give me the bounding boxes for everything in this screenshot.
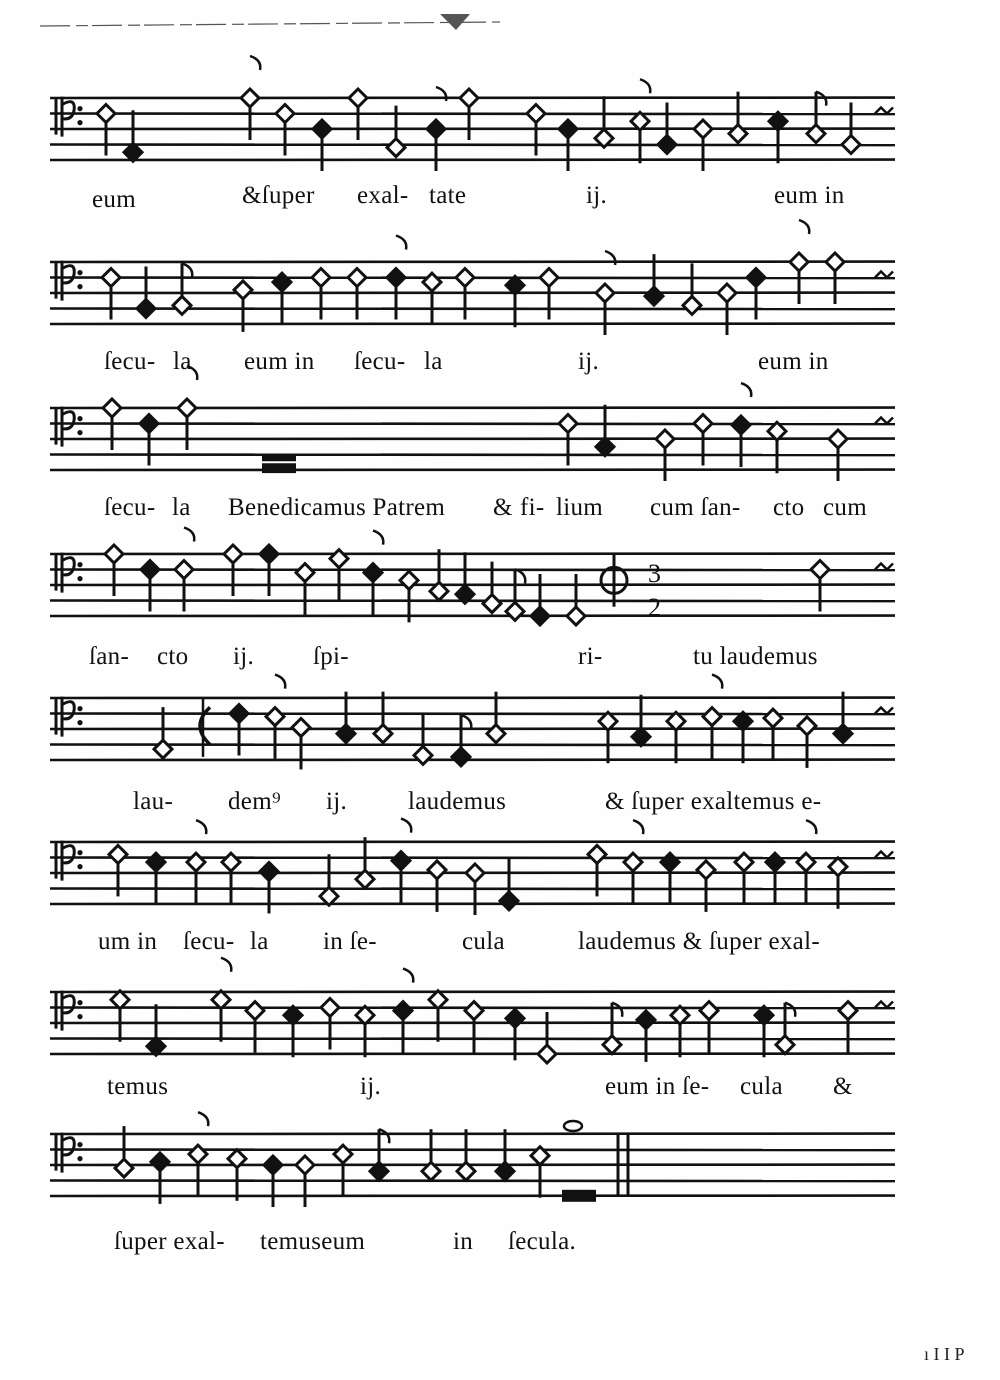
lyric-syllable: ſecu- (354, 348, 406, 375)
note-head (387, 269, 405, 287)
lyric-syllable: in ſe- (323, 928, 377, 955)
note-head (394, 1002, 412, 1020)
note-head (839, 1002, 857, 1020)
note-head (273, 273, 291, 291)
note-flag (712, 675, 722, 689)
lyric-syllable: cum ſan- (650, 494, 741, 521)
clef-dot (77, 284, 82, 289)
f-clef-icon (56, 407, 74, 447)
note-head (694, 120, 712, 138)
note-head (414, 746, 432, 764)
lyric-syllable: la (424, 348, 443, 375)
lyric-syllable: ſpi- (313, 643, 349, 670)
lyric-syllable: la (172, 494, 191, 521)
lyric-syllable: cula (740, 1073, 783, 1100)
note-head (632, 728, 650, 746)
note-head (811, 561, 829, 579)
lyric-syllable: &ſuper (242, 182, 315, 209)
lyric-syllable: tate (429, 182, 467, 209)
lyric-syllable: um in (98, 928, 158, 955)
note-flag (250, 56, 260, 70)
note-head (842, 136, 860, 154)
note-head (349, 89, 367, 107)
custos-icon (875, 108, 893, 114)
lyric-syllable: ij. (326, 788, 348, 815)
lyric-syllable: ij. (360, 1073, 382, 1100)
note-flag (741, 383, 751, 397)
f-clef-icon (56, 1133, 74, 1173)
note-head (559, 415, 577, 433)
f-clef-icon (56, 553, 74, 593)
lyric-syllable: ſecu- (104, 348, 156, 375)
note-head (456, 269, 474, 287)
note-head (588, 845, 606, 863)
note-flag (785, 1003, 795, 1017)
staff-line (50, 1181, 895, 1182)
lyric-syllable: temus (107, 1073, 169, 1100)
lyric-syllable: eum (92, 186, 136, 213)
f-clef-icon (56, 97, 74, 137)
top-rule (40, 22, 500, 26)
lyric-syllable: laudemus & ſuper exal- (578, 928, 820, 955)
lyric-syllable: & ſuper exaltemus e- (605, 788, 822, 815)
lyric-syllable: lium (556, 494, 604, 521)
note-head (321, 999, 339, 1017)
note-head (109, 845, 127, 863)
note-head (151, 1153, 169, 1171)
lyric-syllable: eum in (774, 182, 845, 209)
note-head (747, 269, 765, 287)
note-flag (182, 263, 192, 277)
note-flag (221, 958, 231, 972)
lyric-syllable: ſecula. (508, 1228, 577, 1255)
note-flag (633, 820, 643, 834)
lyric-syllable: la (173, 348, 192, 375)
note-flag (184, 528, 194, 542)
note-head (718, 284, 736, 302)
note-head (264, 1156, 282, 1174)
fermata-icon (564, 1121, 582, 1131)
note-flag (396, 236, 406, 250)
lyric-syllable: tu laudemus (693, 643, 818, 670)
clef-dot (77, 720, 82, 725)
note-head (241, 89, 259, 107)
note-head (276, 105, 294, 123)
note-flag (401, 819, 411, 833)
note-head (115, 1159, 133, 1177)
clef-dot (77, 864, 82, 869)
note-head (374, 725, 392, 743)
clef-dot (77, 1142, 82, 1147)
note-head (700, 1002, 718, 1020)
note-head (624, 853, 642, 871)
note-head (531, 607, 549, 625)
note-head (729, 125, 747, 143)
clef-dot (77, 576, 82, 581)
note-head (141, 561, 159, 579)
f-clef-icon (56, 697, 74, 737)
lyric-syllable: la (250, 928, 269, 955)
note-head (212, 991, 230, 1009)
custos-icon (875, 852, 893, 858)
lyric-syllable: ſecu- (104, 494, 156, 521)
lyric-syllable: temuseum (260, 1228, 366, 1255)
note-head (567, 607, 585, 625)
note-head (189, 1145, 207, 1163)
note-head (732, 416, 750, 434)
note-head (826, 253, 844, 271)
lyric-syllable: fi- (520, 494, 545, 521)
note-head (154, 740, 172, 758)
note-head (697, 861, 715, 879)
note-head (400, 571, 418, 589)
lyric-syllable: in (453, 1228, 474, 1255)
lyric-syllable: lau- (133, 788, 174, 815)
note-flag (612, 1003, 622, 1017)
clef-dot (77, 1000, 82, 1005)
staff-line (50, 424, 895, 425)
note-flag (275, 675, 285, 689)
note-head (465, 1002, 483, 1020)
note-head (487, 725, 505, 743)
note-head (292, 718, 310, 736)
note-head (460, 89, 478, 107)
lyric-syllable: ij. (233, 643, 255, 670)
clef-dot (77, 106, 82, 111)
clef-dot (77, 416, 82, 421)
note-head (140, 415, 158, 433)
lyric-syllable: cto (157, 643, 189, 670)
note-head (428, 861, 446, 879)
note-head (387, 139, 405, 157)
note-head (500, 892, 518, 910)
f-clef-icon (56, 261, 74, 301)
custos-icon (875, 272, 893, 278)
staff-line (50, 114, 895, 115)
note-head (423, 273, 441, 291)
corner-mark: ı I I P (924, 1344, 965, 1364)
note-flag (403, 969, 413, 983)
lyric-syllable: ſan- (89, 643, 130, 670)
note-head (103, 399, 121, 417)
note-flag (379, 1129, 389, 1143)
note-head (137, 300, 155, 318)
custos-icon (875, 708, 893, 714)
note-head (703, 708, 721, 726)
note-head (348, 269, 366, 287)
custos-icon (875, 564, 893, 570)
note-head (596, 438, 614, 456)
note-head (683, 296, 701, 314)
custos-icon (875, 1002, 893, 1008)
note-flag (806, 820, 816, 834)
note-flag (373, 531, 383, 545)
note-head (656, 430, 674, 448)
time-signature-bottom: 2 (648, 593, 661, 622)
final-longa (562, 1190, 596, 1202)
lyric-syllable: eum in (244, 348, 315, 375)
note-head (224, 545, 242, 563)
note-flag (196, 820, 206, 834)
note-head (766, 853, 784, 871)
note-head (645, 287, 663, 305)
note-head (230, 705, 248, 723)
note-head (296, 564, 314, 582)
lyric-syllable: & (833, 1073, 853, 1100)
note-head (452, 748, 470, 766)
lyric-syllable: dem⁹ (228, 788, 281, 815)
note-head (797, 853, 815, 871)
lyric-syllable: eum in ſe- (605, 1073, 710, 1100)
note-head (527, 105, 545, 123)
note-head (124, 143, 142, 161)
clef-dot (77, 850, 82, 855)
note-head (296, 1156, 314, 1174)
note-head (178, 399, 196, 417)
note-head (694, 415, 712, 433)
note-head (829, 430, 847, 448)
f-clef-icon (56, 991, 74, 1031)
note-head (330, 550, 348, 568)
note-head (312, 269, 330, 287)
note-head (637, 1011, 655, 1029)
lyric-syllable: cto (773, 494, 805, 521)
f-clef-icon (56, 841, 74, 881)
note-head (790, 253, 808, 271)
note-head (735, 853, 753, 871)
note-head (147, 853, 165, 871)
note-head (798, 717, 816, 735)
lyric-syllable: eum in (758, 348, 829, 375)
note-flag (515, 569, 525, 583)
custos-icon (875, 418, 893, 424)
note-head (175, 561, 193, 579)
note-head (187, 853, 205, 871)
note-head (173, 296, 191, 314)
time-signature-top: 3 (648, 559, 661, 588)
lyric-syllable: ri- (578, 643, 603, 670)
note-head (483, 595, 501, 613)
note-flag (640, 79, 650, 93)
note-flag (461, 715, 471, 729)
note-head (147, 1037, 165, 1055)
note-head (111, 991, 129, 1009)
note-head (313, 120, 331, 138)
note-head (105, 545, 123, 563)
note-flag (799, 220, 809, 234)
staff-line (50, 745, 895, 746)
note-head (266, 708, 284, 726)
staff-line (50, 145, 895, 146)
note-head (102, 269, 120, 287)
note-head (260, 862, 278, 880)
clef-dot (77, 1156, 82, 1161)
clef-dot (77, 430, 82, 435)
clef-dot (77, 706, 82, 711)
note-head (222, 853, 240, 871)
staff-line (50, 889, 895, 890)
note-head (559, 120, 577, 138)
clef-dot (77, 1014, 82, 1019)
lyric-syllable: ſuper exal- (114, 1228, 225, 1255)
staff-line (50, 601, 895, 602)
note-head (429, 991, 447, 1009)
lyric-syllable: & (493, 494, 513, 521)
note-head (466, 864, 484, 882)
lyric-syllable: ij. (578, 348, 600, 375)
note-head (658, 136, 676, 154)
note-head (661, 853, 679, 871)
note-head (392, 852, 410, 870)
staff-line (50, 455, 895, 456)
lyric-syllable: Benedicamus Patrem (228, 494, 446, 521)
note-head (260, 545, 278, 563)
clef-dot (77, 562, 82, 567)
double-bar (262, 455, 296, 474)
staff-line (50, 1150, 895, 1151)
lyric-syllable: cum (823, 494, 867, 521)
note-head (334, 1145, 352, 1163)
note-head (764, 709, 782, 727)
note-head (246, 1002, 264, 1020)
lyric-syllable: exal- (357, 182, 409, 209)
note-head (506, 602, 524, 620)
lyric-syllable: ſecu- (183, 928, 235, 955)
clef-dot (77, 270, 82, 275)
note-head (234, 281, 252, 299)
note-head (364, 564, 382, 582)
lyric-syllable: cula (462, 928, 505, 955)
note-head (596, 284, 614, 302)
note-head (540, 269, 558, 287)
note-head (538, 1045, 556, 1063)
note-flag (198, 1112, 208, 1126)
note-head (97, 105, 115, 123)
lyric-syllable: ij. (586, 182, 608, 209)
note-head (506, 1009, 524, 1027)
lyric-syllable: laudemus (408, 788, 507, 815)
clef-dot (77, 120, 82, 125)
note-head (337, 725, 355, 743)
note-head (427, 120, 445, 138)
